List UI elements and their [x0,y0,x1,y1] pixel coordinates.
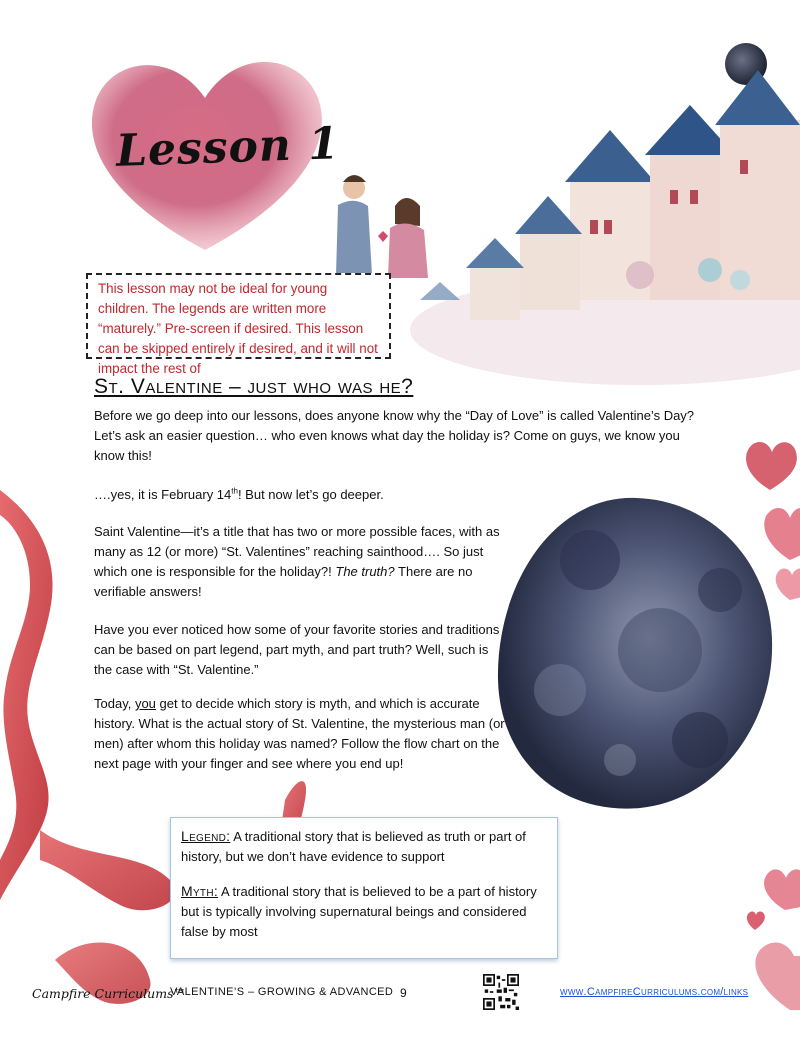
saint-text: Saint Valentine—it’s a title that has two or more possible faces, with as many as 12 (or more) “St. Valentines” reaching sainthood…. So just which one is responsible for the holiday?! [94,524,500,579]
truth-emphasis: The truth? [335,564,395,579]
you-emphasis: you [134,696,156,711]
content-warning-text: This lesson may not be ideal for young children. The legends are written more “maturely.” Pre-screen if desired. This lesson can be skipped entirely if desired, and it will not impact the rest of [98,281,378,376]
moon-illustration [498,498,772,809]
village-illustration [410,43,800,385]
saint-paragraph [94,522,504,602]
date-text: ….yes, it is February 14 [94,487,232,502]
page-number: 9 [400,986,407,1000]
footer-title: VALENTINE’S – GROWING & ADVANCED [170,986,394,998]
date-text-end: ! But now let’s go deeper. [237,487,384,502]
traditions-paragraph: Have you ever noticed how some of your favorite stories and traditions can be based on part legend, part myth, and part truth? Well, such is the case with “St. Valentine.” [94,622,500,677]
content-warning-box [86,273,391,376]
lesson-title: Lesson 1 [115,118,341,177]
legend-text: A traditional story that is believed as truth or part of history, but we don’t have evidence to support [181,829,526,864]
hearts-right-illustration [746,442,800,1010]
date-paragraph [94,485,514,505]
legend-term: Legend: [181,828,231,844]
campfire-links-link[interactable]: www.CampfireCurriculums.com/links [560,986,749,998]
decide-paragraph [94,694,506,774]
myth-term: Myth: [181,883,219,899]
saint-text-end: There are no verifiable answers! [94,564,473,599]
qr-code-icon[interactable] [483,974,519,1010]
decide-text-end: get to decide which story is myth, and which is accurate history. What is the actual story of St. Valentine, the mysterious man (or men) after whom this holiday was named? Follow the flow chart on the next page with your finger and see where you end up! [94,696,505,771]
myth-text: A traditional story that is believed to be a part of history but is typically involving supernatural beings and considered false by most [181,884,537,939]
legend-definition [181,826,547,867]
intro-paragraph: Before we go deep into our lessons, does anyone know why the “Day of Love” is called Valentine’s Day? Let’s ask an easier question… who even knows what day the holiday is? Come on guys, we know you know this! [94,408,695,463]
brand-logo: Campfire Curriculums™ [32,986,186,1001]
section-heading: St. Valentine – just who was he? [94,375,414,398]
decide-text: Today, [94,696,135,711]
date-suffix: th [231,486,238,496]
definitions-box [170,817,558,959]
myth-definition [181,881,547,942]
couple-illustration [336,175,428,278]
